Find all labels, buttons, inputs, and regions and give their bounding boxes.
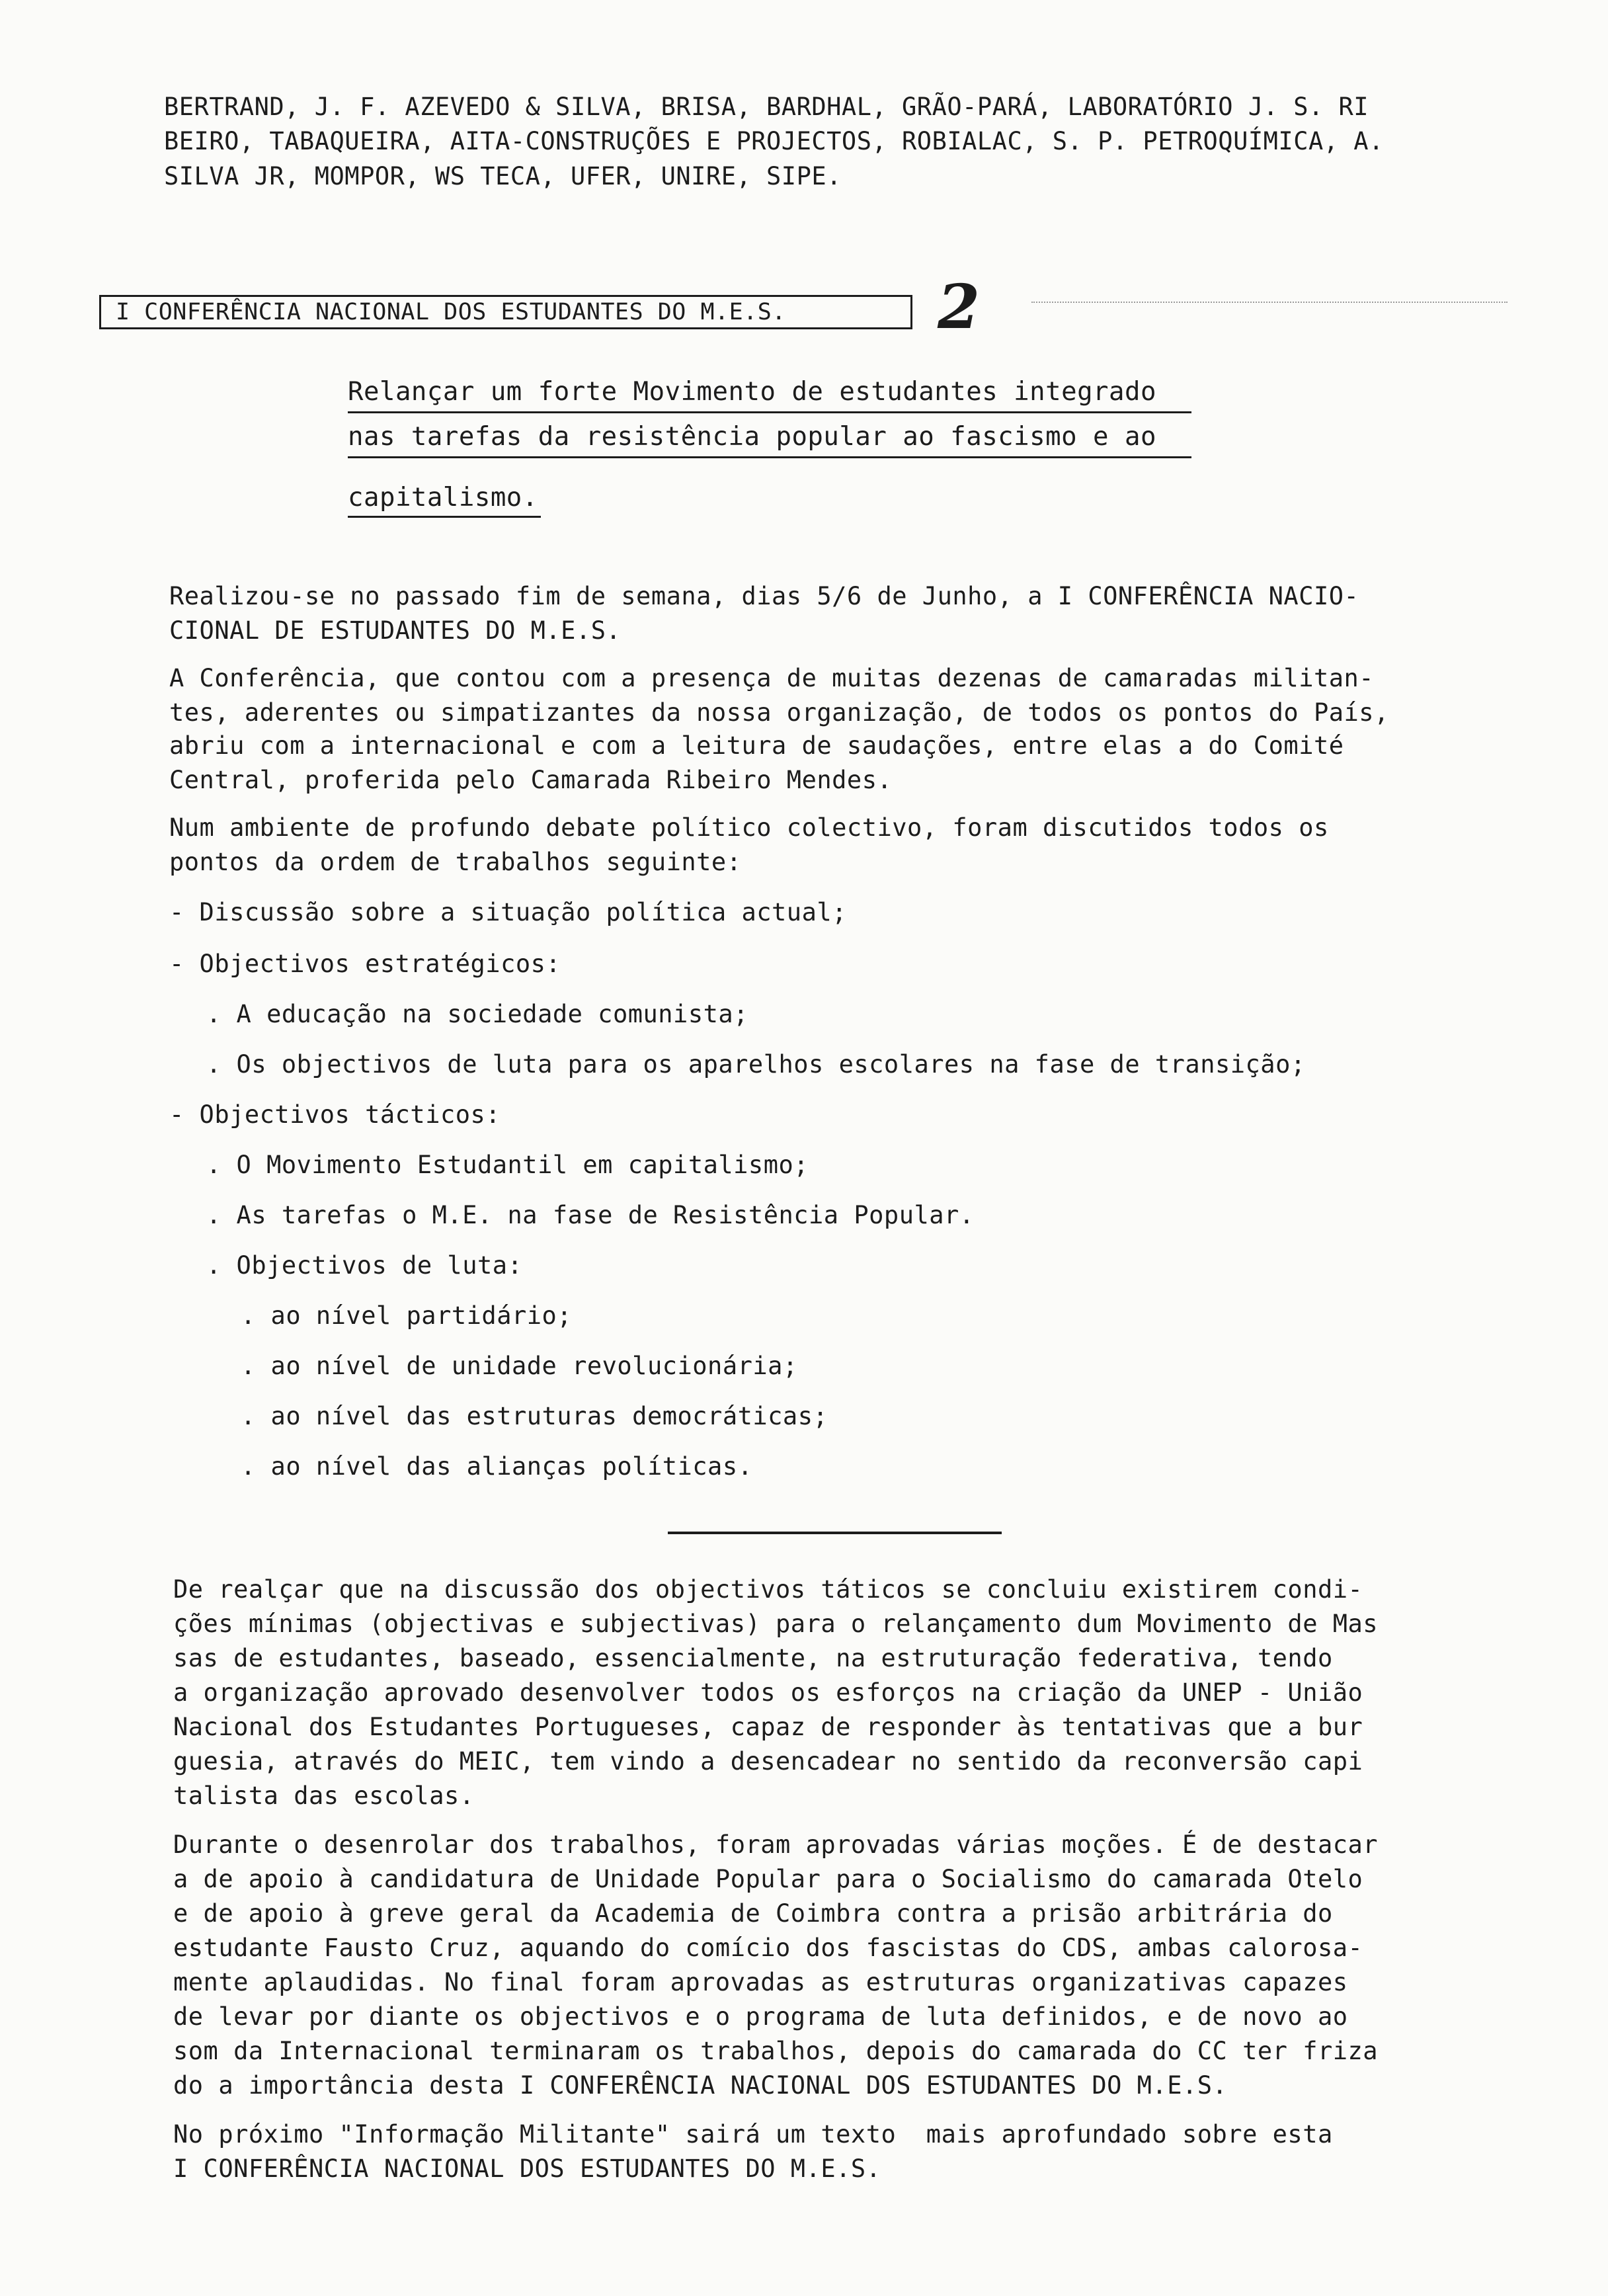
p1-line-2: CIONAL DE ESTUDANTES DO M.E.S. <box>169 616 622 645</box>
p4-line-7: talista das escolas. <box>173 1782 475 1810</box>
section-title: I CONFERÊNCIA NACIONAL DOS ESTUDANTES DO M.E.S. <box>99 295 912 329</box>
p2-line-2: tes, aderentes ou simpatizantes da nossa organização, de todos os pontos do País, <box>169 698 1389 727</box>
section-divider <box>668 1532 1002 1534</box>
handwritten-page-number: 2 <box>938 271 981 343</box>
p4-line-6: guesia, através do MEIC, tem vindo a desencadear no sentido da reconversão capi <box>173 1747 1363 1776</box>
subtitle-underline-2 <box>348 456 1191 458</box>
p5-line-8: do a importância desta I CONFERÊNCIA NACIONAL DOS ESTUDANTES DO M.E.S. <box>173 2071 1228 2100</box>
agenda-subsubitem: . ao nível partidário; <box>241 1301 573 1330</box>
p5-line-5: mente aplaudidas. No final foram aprovadas as estruturas organizativas capazes <box>173 1968 1348 1996</box>
agenda-subsubitem: . ao nível de unidade revolucionária; <box>241 1352 798 1380</box>
agenda-subsubitem: . ao nível das estruturas democráticas; <box>241 1402 828 1430</box>
p5-line-4: estudante Fausto Cruz, aquando do comício dos fascistas do CDS, ambas calorosa- <box>173 1934 1363 1962</box>
p1-line-1: Realizou-se no passado fim de semana, dias 5/6 de Junho, a I CONFERÊNCIA NACIO- <box>169 582 1359 610</box>
p4-line-3: sas de estudantes, baseado, essencialmente, na estruturação federativa, tendo <box>173 1644 1333 1672</box>
p2-line-4: Central, proferida pelo Camarada Ribeiro Mendes. <box>169 766 893 794</box>
agenda-subitem: . Objectivos de luta: <box>206 1251 523 1280</box>
subtitle-line-1: Relançar um forte Movimento de estudantes integrado <box>348 377 1156 407</box>
p4-line-4: a organização aprovado desenvolver todos os esforços na criação da UNEP - União <box>173 1678 1363 1707</box>
p5-line-1: Durante o desenrolar dos trabalhos, foram aprovadas várias moções. É de destacar <box>173 1830 1379 1859</box>
subtitle-underline-3 <box>348 516 541 518</box>
p4-line-1: De realçar que na discussão dos objectivos táticos se concluiu existirem condi- <box>173 1575 1363 1604</box>
p5-line-3: e de apoio à greve geral da Academia de Coimbra contra a prisão arbitrária do <box>173 1899 1333 1928</box>
p5-line-6: de levar por diante os objectivos e o programa de luta definidos, e de novo ao <box>173 2002 1348 2031</box>
agenda-item: - Objectivos tácticos: <box>169 1100 501 1129</box>
subtitle-underline-1 <box>348 411 1191 413</box>
subtitle-line-3: capitalismo. <box>348 483 538 512</box>
p3-line-2: pontos da ordem de trabalhos seguinte: <box>169 848 742 876</box>
subtitle-line-2: nas tarefas da resistência popular ao fascismo e ao <box>348 422 1156 452</box>
p5-line-7: som da Internacional terminaram os trabalhos, depois do camarada do CC ter friza <box>173 2037 1379 2065</box>
companies-line-2: BEIRO, TABAQUEIRA, AITA-CONSTRUÇÕES E PROJECTOS, ROBIALAC, S. P. PETROQUÍMICA, A. <box>164 127 1384 155</box>
agenda-subitem: . As tarefas o M.E. na fase de Resistência Popular. <box>206 1201 975 1229</box>
companies-line-3: SILVA JR, MOMPOR, WS TECA, UFER, UNIRE, SIPE. <box>164 162 842 190</box>
companies-line-1: BERTRAND, J. F. AZEVEDO & SILVA, BRISA, BARDHAL, GRÃO-PARÁ, LABORATÓRIO J. S. RI <box>164 93 1369 121</box>
p2-line-1: A Conferência, que contou com a presença de muitas dezenas de camaradas militan- <box>169 664 1375 692</box>
p2-line-3: abriu com a internacional e com a leitura de saudações, entre elas a do Comité <box>169 731 1344 760</box>
p6-line-2: I CONFERÊNCIA NACIONAL DOS ESTUDANTES DO M.E.S. <box>173 2154 881 2183</box>
p4-line-2: ções mínimas (objectivas e subjectivas) para o relançamento dum Movimento de Mas <box>173 1610 1379 1638</box>
agenda-subitem: . O Movimento Estudantil em capitalismo; <box>206 1151 809 1179</box>
p5-line-2: a de apoio à candidatura de Unidade Popular para o Socialismo do camarada Otelo <box>173 1865 1363 1893</box>
agenda-subitem: . Os objectivos de luta para os aparelhos escolares na fase de transição; <box>206 1050 1306 1079</box>
agenda-subitem: . A educação na sociedade comunista; <box>206 1000 748 1028</box>
agenda-item: - Objectivos estratégicos: <box>169 950 561 978</box>
p3-line-1: Num ambiente de profundo debate político colectivo, foram discutidos todos os <box>169 813 1329 842</box>
p4-line-5: Nacional dos Estudantes Portugueses, capaz de responder às tentativas que a bur <box>173 1713 1363 1741</box>
dotted-rule <box>1031 302 1508 303</box>
agenda-item: - Discussão sobre a situação política actual; <box>169 898 847 926</box>
p6-line-1: No próximo "Informação Militante" sairá um texto mais aprofundado sobre esta <box>173 2120 1333 2149</box>
agenda-subsubitem: . ao nível das alianças políticas. <box>241 1452 753 1481</box>
